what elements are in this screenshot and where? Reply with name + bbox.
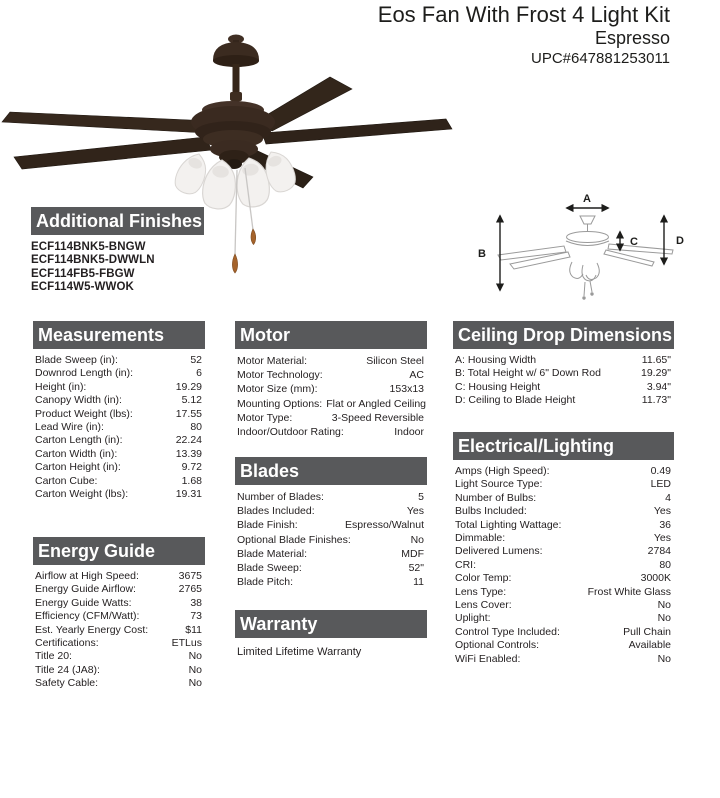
spec-row [33,367,205,380]
spec-label: Dimmable: [455,532,506,545]
spec-label: Color Temp: [455,572,512,585]
spec-value: 80 [190,421,202,434]
spec-row [33,434,205,447]
spec-label: Certifications: [35,637,99,650]
spec-label: WiFi Enabled: [455,652,521,665]
spec-value: 80 [659,558,671,571]
spec-row [33,583,205,596]
spec-row [453,367,674,380]
diagram-label-a: A [583,193,591,205]
spec-row [453,478,674,491]
section-header-motor [235,321,427,349]
section-header-measurements [33,321,205,349]
section-header-electrical-lighting [453,432,674,460]
spec-row [33,394,205,407]
spec-row [235,382,427,396]
spec-row [33,610,205,623]
spec-value: 52 [190,354,202,366]
spec-row [235,425,427,439]
spec-label: Energy Guide Airflow: [35,583,136,596]
section-title: Motor [240,325,290,345]
spec-row [453,626,674,639]
spec-value: MDF [401,547,424,560]
spec-label: Blade Finish: [237,519,298,532]
spec-label: Canopy Width (in): [35,394,122,407]
spec-label: Uplight: [455,612,491,625]
spec-row [453,599,674,612]
spec-label: A: Housing Width [455,354,537,366]
fan-canopy [213,35,259,68]
section-header-blades [235,457,427,485]
spec-label: Number of Blades: [237,491,324,503]
spec-row [235,397,427,411]
spec-row [235,490,427,504]
section-electrical-lighting [453,432,674,666]
spec-label: Indoor/Outdoor Rating: [237,426,344,439]
spec-value: 19.29" [640,367,671,380]
spec-row [453,639,674,652]
finish-code: ECF114BNK5-DWWLN [31,254,155,267]
spec-value: Pull Chain [623,625,671,638]
section-title: Measurements [38,325,165,345]
spec-value: 19.29 [175,380,202,393]
spec-label: Motor Size (mm): [237,383,318,396]
spec-label: Optional Controls: [455,639,540,652]
spec-label: Title 20: [35,650,72,663]
section-motor [235,321,427,439]
spec-value: 3000K [640,572,671,585]
spec-label: B: Total Height w/ 6" Down Rod [455,367,601,380]
spec-row [33,421,205,434]
spec-value: 11 [413,576,424,589]
section-rows [33,570,205,691]
spec-row [33,570,205,583]
spec-label: Downrod Length (in): [35,367,134,380]
spec-value: No [410,533,424,546]
section-additional-finishes [31,207,204,294]
spec-value: Frost White Glass [587,585,671,598]
spec-row [453,612,674,625]
section-ceiling-drop-dimensions [453,321,674,408]
spec-value: No [188,677,202,690]
spec-label: Blade Sweep: [237,562,302,575]
spec-label: CRI: [455,558,476,571]
spec-label: Safety Cable: [35,677,99,690]
spec-row [453,545,674,558]
spec-value: No [188,650,202,663]
product-upc: UPC#647881253011 [530,50,670,67]
section-title: Ceiling Drop Dimensions [458,325,673,345]
spec-label: Delivered Lumens: [455,545,543,558]
warranty-note: Limited Lifetime Warranty [237,646,362,658]
spec-label: Bulbs Included: [455,505,527,518]
section-warranty [235,610,427,658]
spec-label: Blade Material: [237,547,308,560]
spec-value: 0.49 [650,465,671,477]
spec-value: 4 [665,491,671,504]
spec-row [235,518,427,532]
spec-row [453,559,674,572]
spec-label: Amps (High Speed): [455,465,550,477]
spec-row [33,461,205,474]
spec-label: Blade Sweep (in): [35,354,118,366]
diagram-label-c: C [630,236,638,248]
spec-label: Carton Weight (lbs): [35,488,129,501]
spec-row [33,408,205,421]
spec-row [33,488,205,501]
spec-value: Silicon Steel [366,355,424,367]
spec-label: Est. Yearly Energy Cost: [35,623,149,636]
spec-row [33,381,205,394]
spec-label: C: Housing Height [455,380,541,393]
finish-code: ECF114W5-WWOK [31,280,134,293]
spec-value: 11.65" [641,354,671,366]
spec-value: 2784 [647,545,671,558]
spec-label: Optional Blade Finishes: [237,533,351,546]
spec-value: 153x13 [389,383,424,396]
section-rows [235,490,427,589]
spec-value: 3.94" [646,380,671,393]
spec-value: 22.24 [175,434,202,447]
spec-value: No [657,652,671,665]
fan-sketch [498,216,673,299]
spec-label: Carton Width (in): [35,447,118,460]
spec-label: Height (in): [35,380,87,393]
spec-value: 11.73" [641,394,671,407]
spec-row [453,505,674,518]
spec-value: Espresso/Walnut [345,519,424,532]
spec-row [453,586,674,599]
spec-value: LED [650,478,671,491]
section-header-additional-finishes [31,207,204,235]
spec-value: 52" [408,562,424,575]
spec-label: Efficiency (CFM/Watt): [35,610,140,623]
spec-row [33,637,205,650]
spec-value: AC [409,369,424,382]
section-header-energy-guide [33,537,205,565]
section-title: Additional Finishes [36,211,203,231]
spec-row [453,381,674,394]
spec-value: Yes [653,505,671,518]
spec-row [235,547,427,561]
spec-label: Total Lighting Wattage: [455,518,562,531]
spec-value: 36 [659,518,671,531]
spec-label: Lens Type: [455,585,507,598]
spec-value: 9.72 [181,461,202,474]
product-title: Eos Fan With Frost 4 Light Kit [377,2,670,27]
spec-value: 17.55 [175,407,202,420]
spec-label: Control Type Included: [455,625,560,638]
spec-label: Lens Cover: [455,599,512,612]
section-measurements [33,321,205,501]
section-title: Energy Guide [38,541,156,561]
spec-value: 38 [190,596,202,609]
section-rows [453,354,674,408]
spec-row [235,533,427,547]
spec-value: 5.12 [181,394,202,407]
spec-value: $11 [185,623,202,636]
spec-row [33,448,205,461]
product-finish: Espresso [594,28,670,48]
spec-label: Number of Bulbs: [455,491,537,504]
spec-label: Motor Material: [237,355,308,367]
spec-row [453,394,674,407]
spec-value: 6 [196,367,202,380]
spec-label: Carton Height (in): [35,461,121,474]
section-rows [33,354,205,501]
ceiling-drop-diagram [468,192,708,314]
spec-label: Energy Guide Watts: [35,596,132,609]
spec-value: ETLus [171,637,202,650]
spec-row [453,532,674,545]
section-blades [235,457,427,589]
spec-value: No [657,599,671,612]
spec-label: Lead Wire (in): [35,421,104,434]
section-title: Blades [240,461,300,481]
finish-list [31,241,204,294]
spec-label: Motor Type: [237,411,293,424]
section-header-ceiling-drop [453,321,674,349]
spec-row [235,504,427,518]
spec-label: Product Weight (lbs): [35,407,133,420]
spec-value: 19.31 [175,488,202,501]
section-rows [453,465,674,666]
spec-row [453,465,674,478]
spec-label: Blades Included: [237,505,315,518]
spec-row [33,664,205,677]
spec-value: Flat or Angled Ceiling [326,397,427,410]
spec-row [33,475,205,488]
spec-value: 5 [418,491,424,503]
spec-row [235,575,427,589]
spec-row [453,572,674,585]
spec-row [453,653,674,666]
spec-value: 73 [190,610,202,623]
finish-code: ECF114FB5-FBGW [31,267,135,280]
spec-row [453,354,674,367]
spec-value: Indoor [394,426,424,439]
spec-value: 3-Speed Reversible [331,411,424,424]
spec-row [33,650,205,663]
section-title: Warranty [240,614,318,634]
spec-value: No [188,663,202,676]
diagram-label-b: B [478,248,486,260]
spec-value: 2765 [178,583,202,596]
diagram-label-d: D [676,235,684,247]
spec-label: Blade Pitch: [237,576,294,589]
section-title: Electrical/Lighting [458,436,615,456]
spec-label: Motor Technology: [237,369,323,382]
spec-value: 13.39 [175,447,202,460]
spec-row [235,368,427,382]
spec-label: Mounting Options: [237,397,323,410]
spec-value: Available [628,639,671,652]
spec-value: 3675 [178,570,202,582]
spec-row [33,354,205,367]
spec-value: 1.68 [181,474,202,487]
spec-row [453,519,674,532]
spec-row [235,561,427,575]
spec-label: Light Source Type: [455,478,543,491]
spec-value: No [657,612,671,625]
spec-label: Title 24 (JA8): [35,663,100,676]
spec-label: Carton Length (in): [35,434,123,447]
section-header-warranty [235,610,427,638]
section-energy-guide [33,537,205,691]
spec-row [33,597,205,610]
spec-label: Airflow at High Speed: [35,570,139,582]
spec-row [235,411,427,425]
spec-row [33,677,205,690]
spec-value: Yes [653,532,671,545]
spec-value: Yes [406,505,424,518]
spec-label: D: Ceiling to Blade Height [455,394,576,407]
finish-code: ECF114BNK5-BNGW [31,241,146,253]
spec-row [33,624,205,637]
spec-row [235,354,427,368]
spec-label: Carton Cube: [35,474,98,487]
section-rows [235,354,427,439]
spec-row [453,492,674,505]
